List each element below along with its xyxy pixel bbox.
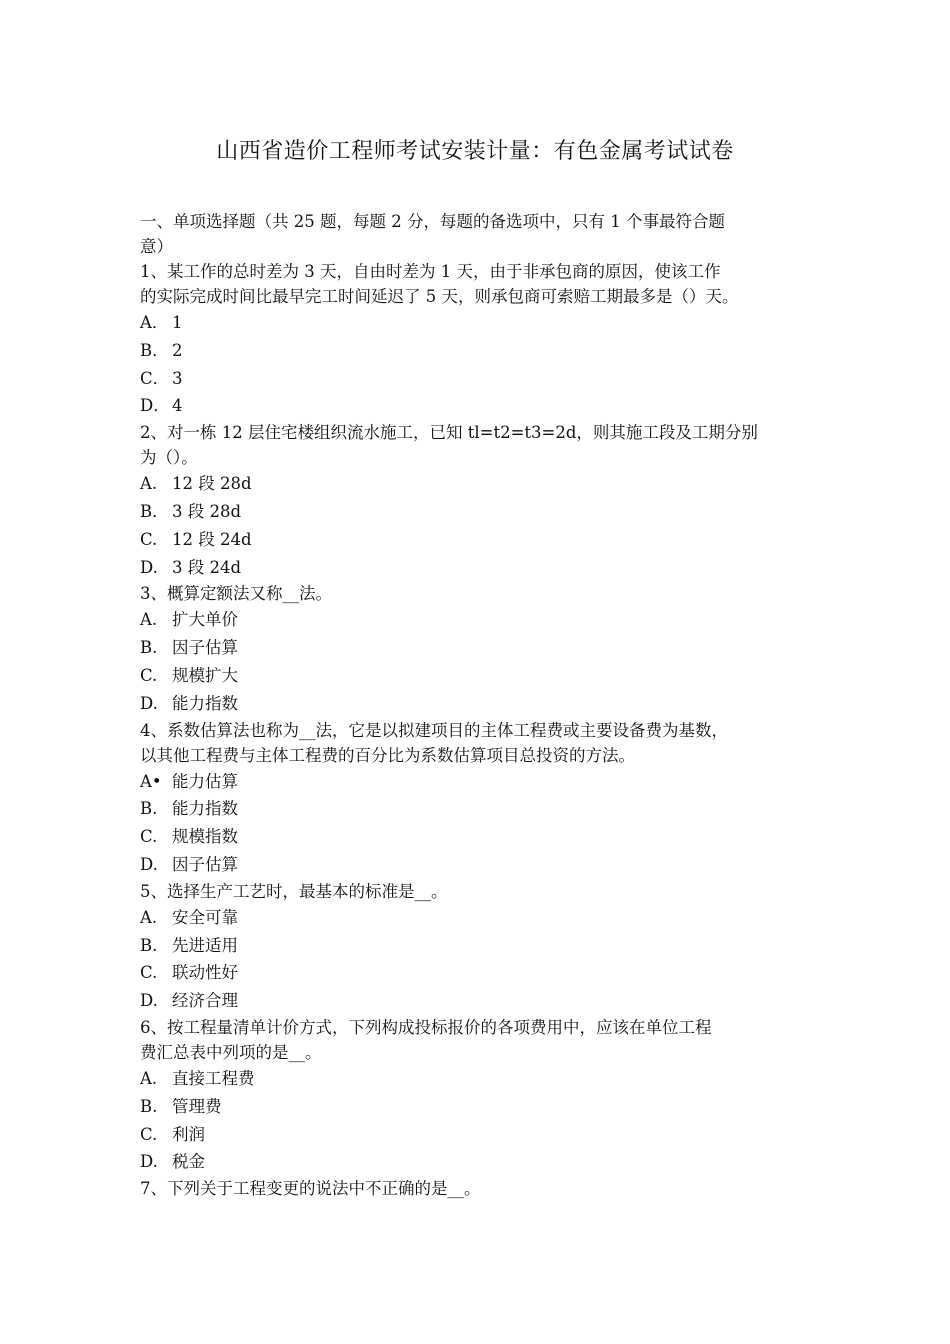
option-label: B． — [140, 340, 169, 360]
section-heading-line: 一、单项选择题（共 25 题，每题 2 分，每题的备选项中，只有 1 个事最符合题 — [140, 212, 725, 231]
question-stem-line: 7、下列关于工程变更的说法中不正确的是__。 — [140, 1179, 481, 1199]
option-label: C. — [140, 1124, 158, 1144]
option-text: 经济合理 — [172, 991, 238, 1011]
option-label: B. — [140, 935, 158, 955]
option-text: 安全可靠 — [172, 907, 238, 927]
question — [140, 718, 830, 879]
answer-option — [140, 959, 830, 987]
question-stem-line: 以其他工程费与主体工程费的百分比为系数估算项目总投资的方法。 — [140, 745, 635, 765]
question-stem-line: 为（）。 — [140, 448, 198, 468]
option-label: C. — [140, 665, 158, 685]
option-label: B. — [140, 638, 158, 658]
option-label: C. — [140, 529, 158, 549]
option-label: A. — [140, 907, 158, 927]
answer-option — [140, 987, 830, 1015]
option-text: 因子估算 — [172, 638, 238, 658]
option-text: 3 段 28d — [172, 501, 242, 521]
option-text: 3 — [172, 368, 183, 388]
answer-option — [140, 606, 830, 634]
document-body — [140, 209, 830, 1201]
option-label: D. — [140, 557, 158, 577]
question — [140, 581, 830, 717]
question-stem-line: 4、系数估算法也称为__法，它是以拟建项目的主体工程费或主要设备费为基数， — [140, 720, 728, 740]
option-label: C. — [140, 963, 158, 983]
option-label: A. — [140, 474, 158, 494]
question-stem-line: 费汇总表中列项的是__。 — [140, 1042, 322, 1062]
answer-option — [140, 470, 830, 498]
option-label: D. — [140, 991, 158, 1011]
option-text: 直接工程费 — [172, 1068, 255, 1088]
option-text: 能力指数 — [172, 799, 238, 819]
option-text: 联动性好 — [172, 963, 238, 983]
option-text: 能力估算 — [172, 771, 238, 791]
option-text: 能力指数 — [172, 693, 238, 713]
answer-option — [140, 392, 830, 420]
question-stem-line: 5、选择生产工艺时，最基本的标准是__。 — [140, 881, 448, 901]
option-text: 税金 — [172, 1152, 205, 1172]
question — [140, 1176, 830, 1201]
section-heading — [140, 209, 830, 259]
question — [140, 879, 830, 1015]
answer-option — [140, 1148, 830, 1176]
answer-option — [140, 662, 830, 690]
option-text: 规模扩大 — [172, 665, 238, 685]
option-text: 12 段 28d — [172, 474, 252, 494]
answer-option — [140, 365, 830, 393]
option-text: 扩大单价 — [172, 610, 238, 630]
question-stem-line: 1、某工作的总时差为 3 天，自由时差为 1 天，由于非承包商的原因，使该工作 — [140, 262, 721, 281]
option-text: 利润 — [172, 1124, 205, 1144]
option-label: B. — [140, 1096, 158, 1116]
option-label: A• — [140, 771, 162, 791]
option-text: 规模指数 — [172, 827, 238, 847]
question — [140, 420, 830, 581]
answer-option — [140, 690, 830, 718]
option-label: C． — [140, 368, 170, 388]
option-label: D. — [140, 1152, 158, 1172]
option-text: 2 — [172, 340, 183, 360]
option-label: B． — [140, 501, 169, 521]
answer-option — [140, 554, 830, 582]
document-title: 山西省造价工程师考试安装计量：有色金属考试试卷 — [216, 139, 734, 164]
answer-option — [140, 634, 830, 662]
answer-option — [140, 1065, 830, 1093]
answer-option — [140, 823, 830, 851]
answer-option — [140, 1093, 830, 1121]
answer-option — [140, 526, 830, 554]
answer-option — [140, 337, 830, 365]
answer-option — [140, 795, 830, 823]
option-label: A. — [140, 1068, 158, 1088]
option-label: A． — [140, 313, 169, 332]
answer-option — [140, 1121, 830, 1149]
question-stem-line: 3、概算定额法又称__法。 — [140, 584, 332, 604]
question-list — [140, 259, 830, 1201]
option-text: 先进适用 — [172, 935, 238, 955]
question-stem-line: 2、对一栋 12 层住宅楼组织流水施工，已知 tl=t2=t3=2d，则其施工段及工期分别 — [140, 423, 758, 443]
answer-option — [140, 932, 830, 960]
question — [140, 259, 830, 420]
question-stem-line: 6、按工程量清单计价方式，下列构成投标报价的各项费用中，应该在单位工程 — [140, 1017, 712, 1037]
answer-option — [140, 309, 830, 337]
answer-option — [140, 498, 830, 526]
option-label: C. — [140, 827, 158, 847]
option-label: D． — [140, 396, 170, 416]
option-text: 12 段 24d — [172, 529, 252, 549]
answer-option — [140, 768, 830, 796]
option-label: D. — [140, 854, 158, 874]
question — [140, 1015, 830, 1176]
answer-option — [140, 904, 830, 932]
option-label: B. — [140, 799, 158, 819]
option-text: 因子估算 — [172, 854, 238, 874]
option-label: A. — [140, 610, 158, 630]
option-text: 1 — [172, 313, 183, 332]
option-text: 管理费 — [172, 1096, 222, 1116]
question-stem-line: 的实际完成时间比最早完工时间延迟了 5 天，则承包商可索赔工期最多是（）天。 — [140, 287, 739, 306]
option-text: 3 段 24d — [172, 557, 242, 577]
answer-option — [140, 851, 830, 879]
option-text: 4 — [172, 396, 183, 416]
section-heading-line: 意） — [140, 237, 173, 256]
option-label: D. — [140, 693, 158, 713]
